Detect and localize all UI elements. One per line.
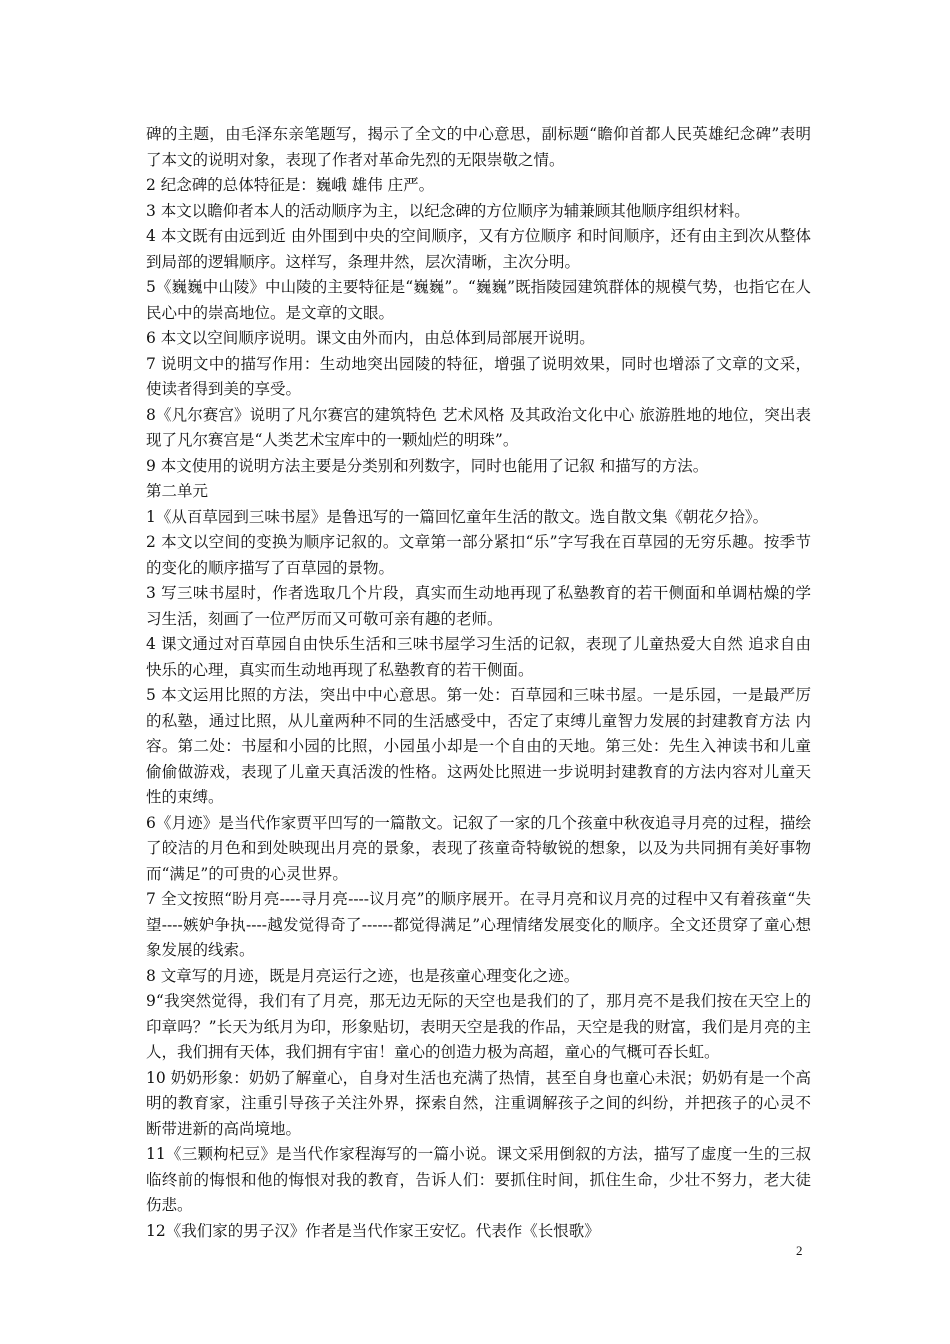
page-number: 2 — [796, 1243, 803, 1258]
paragraph-yueji-order: 7 全文按照“盼月亮----寻月亮----议月亮”的顺序展开。在寻月亮和议月亮的过程中又有着孩童“失望----嫉妒争执----越发觉得奇了------都觉得满足”心理情绪发展变化的顺序。全文还贯穿了童心想象发展的线索。 — [146, 890, 811, 959]
paragraph-description-role: 7 说明文中的描写作用：生动地突出园陵的特征，增强了说明效果，同时也增添了文章的文采，使读者得到美的享受。 — [146, 354, 811, 398]
paragraph-our-family-man: 12《我们家的男子汉》作者是当代作家王安忆。代表作《长恨歌》 — [146, 1221, 600, 1240]
paragraph-grandma-image: 10 奶奶形象：奶奶了解童心，自身对生活也充满了热情，甚至自身也童心未泯；奶奶有是一个高明的教育家，注重引导孩子关注外界，探索自然，注重调解孩子之间的纠纷，并把孩子的心灵不断带进新的高尚境地。 — [146, 1068, 811, 1138]
paragraph-yueji-intro: 6《月迹》是当代作家贾平凹写的一篇散文。记叙了一家的几个孩童中秋夜追寻月亮的过程，描绘了皎洁的月色和到处映现出月亮的景象，表现了孩童奇特敏锐的想象，以及为共同拥有美好事物而“满足”的可贵的心灵世界。 — [146, 813, 811, 883]
paragraph-goji-beans: 11《三颗枸杞豆》是当代作家程海写的一篇小说。课文采用倒叙的方法，描写了虚度一生的三叔临终前的悔恨和他的悔恨对我的教育，告诉人们：要抓住时间，抓住生命，少壮不努力，老大徒伤悲。 — [146, 1145, 811, 1214]
paragraph-sanwei-shuwu: 3 写三味书屋时，作者选取几个片段，真实而生动地再现了私塾教育的若干侧面和单调枯燥的学习生活，刻画了一位严厉而又可敬可亲有趣的老师。 — [146, 584, 811, 628]
page-body — [146, 122, 811, 1244]
paragraph-baicaoyuan-theme: 4 课文通过对百草园自由快乐生活和三味书屋学习生活的记叙，表现了儿童热爱大自然 追求自由快乐的心理，真实而生动地再现了私塾教育的若干侧面。 — [146, 635, 811, 679]
paragraph-monument-order: 3 本文以瞻仰者本人的活动顺序为主，以纪念碑的方位顺序为辅兼顾其他顺序组织材料。 — [146, 201, 750, 220]
paragraph-monument-features: 2 纪念碑的总体特征是：巍峨 雄伟 庄严。 — [146, 176, 435, 194]
paragraph-zhongshan-order: 6 本文以空间顺序说明。课文由外而内，由总体到局部展开说明。 — [146, 329, 595, 347]
paragraph-yueji-traces: 8 文章写的月迹，既是月亮运行之迹，也是孩童心理变化之迹。 — [146, 966, 580, 985]
paragraph-monument-theme: 碑的主题，由毛泽东亲笔题写，揭示了全文的中心意思，副标题“瞻仰首都人民英雄纪念碑”表明了本文的说明对象，表现了作者对革命先烈的无限崇敬之情。 — [146, 125, 811, 169]
paragraph-versailles: 8《凡尔赛宫》说明了凡尔赛宫的建筑特色 艺术风格 及其政治文化中心 旅游胜地的地位，突出表现了凡尔赛宫是“人类艺术宝库中的一颗灿烂的明珠”。 — [146, 405, 811, 449]
section-heading-unit-two: 第二单元 — [146, 482, 209, 500]
paragraph-baicaoyuan-contrast: 5 本文运用比照的方法，突出中中心意思。第一处：百草园和三味书屋。一是乐园，一是最严厉的私塾，通过比照，从儿童两种不同的生活感受中，否定了束缚儿童智力发展的封建教育方法 内容。第二处：书屋和小园的比照，小园虽小却是一个自由的天地。第三处：先生入神读书和儿童偷偷做游戏，表现了儿童天真活泼的性格。这两处比照进一步说明封建教育的方法内容对儿童天性的束缚。 — [146, 686, 811, 806]
paragraph-monument-spatial-order: 4 本文既有由远到近 由外围到中央的空间顺序，又有方位顺序 和时间顺序，还有由主到次从整体到局部的逻辑顺序。这样写，条理井然，层次清晰，主次分明。 — [146, 227, 811, 271]
paragraph-baicaoyuan-intro: 1《从百草园到三味书屋》是鲁迅写的一篇回忆童年生活的散文。选自散文集《朝花夕拾》。 — [146, 507, 769, 526]
paragraph-versailles-methods: 9 本文使用的说明方法主要是分类别和列数字，同时也能用了记叙 和描写的方法。 — [146, 456, 709, 475]
paragraph-baicaoyuan-order: 2 本文以空间的变换为顺序记叙的。文章第一部分紧扣“乐”字写我在百草园的无穷乐趣。按季节的变化的顺序描写了百草园的景物。 — [146, 533, 811, 577]
paragraph-yueji-quote: 9“我突然觉得，我们有了月亮，那无边无际的天空也是我们的了，那月亮不是我们按在天空上的印章吗？”长天为纸月为印，形象贴切，表明天空是我的作品，天空是我的财富，我们是月亮的主人，我们拥有天体，我们拥有宇宙！童心的创造力极为高超，童心的气概可吞长虹。 — [146, 992, 811, 1061]
paragraph-zhongshan-features: 5《巍巍中山陵》中山陵的主要特征是“巍巍”。“巍巍”既指陵园建筑群体的规模气势，也指它在人民心中的崇高地位。是文章的文眼。 — [146, 278, 811, 322]
